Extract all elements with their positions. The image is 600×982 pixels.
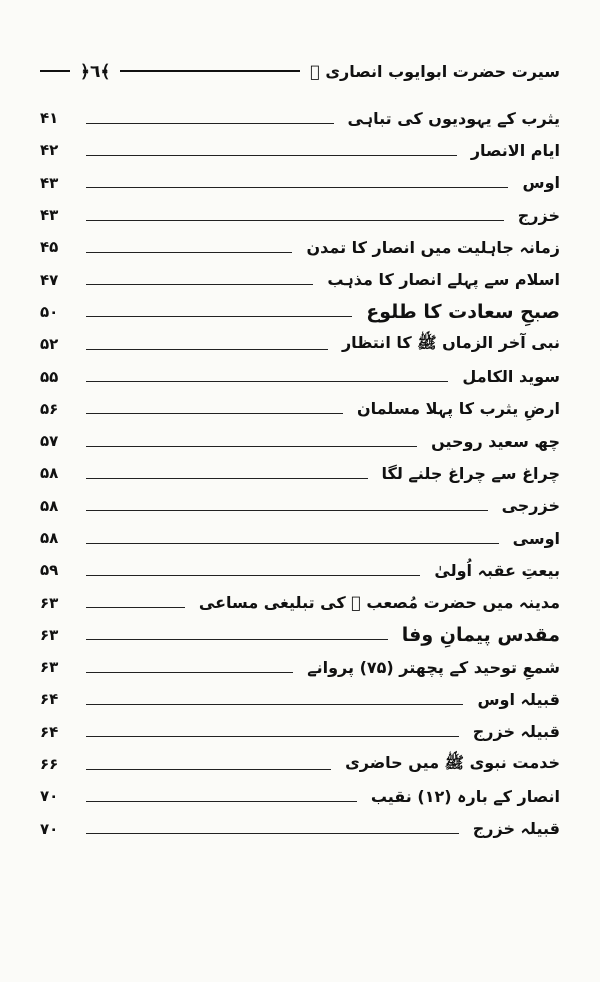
toc-entry-title: نبی آخر الزماں ﷺ کا انتظار: [341, 332, 560, 352]
toc-entry-title: شمعِ توحید کے پچھتر (۷۵) پروانے: [307, 657, 560, 677]
toc-entry: [40, 748, 560, 780]
toc-entry-page: ۴۱: [40, 109, 59, 128]
toc-entry: [40, 134, 560, 166]
table-of-contents: [40, 102, 560, 845]
toc-entry: [40, 490, 560, 522]
toc-entry-page: ۶۳: [40, 658, 59, 677]
toc-entry-title: ایام الانصار: [470, 140, 560, 160]
toc-leader-line: [86, 284, 313, 285]
toc-leader-line: [86, 478, 368, 479]
toc-entry-page: ۵۸: [40, 529, 59, 547]
toc-entry-title: مقدس پیمانِ وفا: [401, 623, 560, 646]
toc-entry: [40, 393, 560, 425]
toc-entry-title: خزرجی: [501, 496, 560, 516]
toc-entry: [40, 231, 560, 263]
toc-entry-title: بیعتِ عقبہ اُولیٰ: [434, 560, 560, 580]
toc-leader-line: [86, 446, 417, 447]
toc-entry: [40, 328, 560, 360]
toc-entry-page: ۷۰: [40, 787, 59, 806]
toc-entry-page: ۴۵: [40, 238, 59, 257]
toc-leader-line: [86, 155, 457, 156]
toc-entry-page: ۴۳: [40, 206, 59, 225]
toc-leader-line: [86, 801, 357, 802]
toc-entry-title: چراغ سے چراغ جلنے لگا: [381, 463, 560, 483]
toc-entry: [40, 683, 560, 715]
toc-entry: [40, 102, 560, 134]
toc-entry-page: ۶۳: [40, 593, 59, 612]
toc-leader-line: [86, 349, 328, 350]
toc-leader-line: [86, 543, 499, 544]
toc-entry: [40, 586, 560, 618]
toc-leader-line: [86, 381, 448, 382]
page-header: [40, 58, 560, 84]
header-rule-right: [120, 70, 300, 72]
toc-leader-line: [86, 510, 488, 511]
toc-entry-page: ۶۶: [40, 755, 59, 774]
toc-entry-title: قبیلہ اوس: [477, 689, 560, 709]
toc-entry: [40, 716, 560, 748]
toc-entry: [40, 522, 560, 554]
running-title: سیرت حضرت ابوایوب انصاری ﷛: [310, 61, 560, 81]
toc-leader-line: [86, 736, 459, 737]
toc-entry: [40, 619, 560, 651]
toc-entry-title: صبحِ سعادت کا طلوع: [366, 300, 560, 323]
toc-leader-line: [86, 833, 459, 834]
page-number: ﴿٦﴾: [80, 61, 111, 82]
toc-entry: [40, 263, 560, 295]
toc-entry-title: انصار کے بارہ (۱۲) نقیب: [370, 786, 560, 806]
toc-entry-title: ارضِ یثرب کا پہلا مسلمان: [356, 399, 560, 419]
toc-entry-title: خزرج: [517, 205, 560, 225]
toc-entry-title: قبیلہ خزرج: [472, 722, 560, 742]
toc-leader-line: [86, 607, 185, 608]
toc-leader-line: [86, 316, 352, 317]
toc-entry-page: ۵۸: [40, 496, 59, 515]
toc-entry-page: ۴۳: [40, 173, 59, 192]
toc-leader-line: [86, 187, 508, 188]
toc-entry-page: ۵۲: [40, 335, 59, 354]
toc-entry-page: ۵۹: [40, 561, 59, 580]
toc-entry-page: ۵۶: [40, 399, 59, 418]
toc-entry: [40, 296, 560, 328]
toc-leader-line: [86, 769, 331, 770]
toc-leader-line: [86, 252, 292, 253]
toc-leader-line: [86, 575, 420, 576]
toc-entry-page: ۷۰: [40, 819, 59, 838]
toc-entry-title: مدینہ میں حضرت مُصعب ﷛ کی تبلیغی مساعی: [198, 593, 560, 613]
toc-entry: [40, 360, 560, 392]
toc-entry: [40, 167, 560, 199]
toc-entry: [40, 813, 560, 845]
toc-entry-page: ۵۵: [40, 367, 59, 386]
toc-entry-title: خدمت نبوی ﷺ میں حاضری: [345, 752, 560, 772]
toc-leader-line: [86, 413, 343, 414]
toc-entry-page: ۴۷: [40, 270, 59, 289]
toc-entry-title: اسلام سے پہلے انصار کا مذہب: [327, 270, 560, 290]
toc-leader-line: [86, 639, 388, 640]
toc-entry-page: ۶۴: [40, 690, 59, 709]
toc-entry: [40, 554, 560, 586]
toc-leader-line: [86, 672, 293, 673]
toc-entry-title: چھ سعید روحیں: [431, 431, 560, 451]
toc-entry: [40, 457, 560, 489]
toc-entry-title: اوسی: [512, 528, 560, 548]
toc-entry-title: اوس: [522, 173, 560, 193]
toc-entry: [40, 199, 560, 231]
toc-entry: [40, 780, 560, 812]
toc-entry-title: سوید الکامل: [462, 367, 560, 387]
toc-entry-page: ۴۲: [40, 141, 59, 160]
toc-entry-page: ۵۸: [40, 464, 59, 483]
toc-entry: [40, 651, 560, 683]
header-rule-left: [40, 70, 70, 72]
toc-entry-page: ۶۴: [40, 722, 59, 741]
toc-leader-line: [86, 220, 504, 221]
toc-entry: [40, 425, 560, 457]
toc-entry-title: زمانہ جاہلیت میں انصار کا تمدن: [306, 237, 560, 257]
toc-entry-page: ۵۰: [40, 302, 59, 321]
toc-leader-line: [86, 123, 334, 124]
toc-entry-title: یثرب کے یہودیوں کی تباہی: [347, 108, 560, 128]
toc-entry-page: ۶۳: [40, 625, 59, 644]
toc-entry-title: قبیلہ خزرج: [472, 819, 560, 839]
toc-leader-line: [86, 704, 463, 705]
toc-entry-page: ۵۷: [40, 432, 59, 451]
